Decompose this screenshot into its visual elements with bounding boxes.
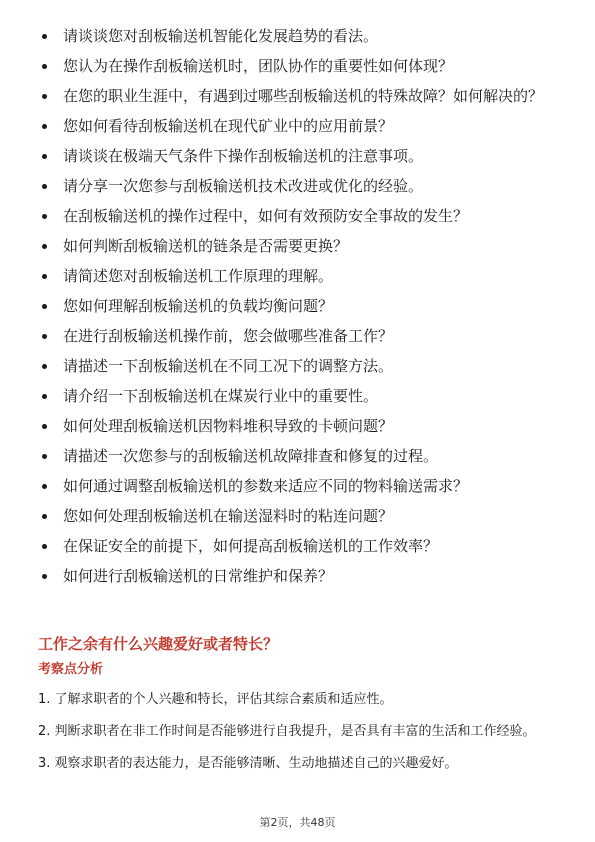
bullet-icon [42,514,47,519]
question-text: 请介绍一下刮板输送机在煤炭行业中的重要性。 [63,387,379,405]
question-text: 您如何理解刮板输送机的负载均衡问题？ [63,297,334,315]
analysis-point: 1. 了解求职者的个人兴趣和特长，评估其综合素质和适应性。 [38,692,393,707]
question-item [38,206,558,226]
question-item [38,56,558,76]
bullet-icon [42,304,47,309]
question-item [38,386,558,406]
bullet-icon [42,184,47,189]
question-item [38,26,558,46]
question-text: 如何通过调整刮板输送机的参数来适应不同的物料输送需求？ [63,477,469,495]
analysis-points [38,688,558,784]
question-item [38,176,558,196]
question-item [38,506,558,526]
bullet-icon [42,334,47,339]
bullet-icon [42,574,47,579]
question-item [38,566,558,586]
bullet-icon [42,364,47,369]
question-text: 您如何看待刮板输送机在现代矿业中的应用前景？ [63,117,394,135]
question-text: 请简述您对刮板输送机工作原理的理解。 [63,267,334,285]
bullet-icon [42,544,47,549]
bullet-icon [42,124,47,129]
question-text: 请谈谈在极端天气条件下操作刮板输送机的注意事项。 [63,147,424,165]
question-item [38,266,558,286]
bullet-icon [42,484,47,489]
question-text: 请描述一下刮板输送机在不同工况下的调整方法。 [63,357,394,375]
question-item [38,116,558,136]
question-list [38,26,558,596]
question-item [38,296,558,316]
question-text: 在进行刮板输送机操作前，您会做哪些准备工作？ [63,327,394,345]
question-text: 请谈谈您对刮板输送机智能化发展趋势的看法。 [63,27,379,45]
bullet-icon [42,154,47,159]
analysis-point: 3. 观察求职者的表达能力，是否能够清晰、生动地描述自己的兴趣爱好。 [38,756,458,771]
bullet-icon [42,454,47,459]
bullet-icon [42,214,47,219]
question-item [38,356,558,376]
bullet-icon [42,94,47,99]
analysis-title: 考察点分析 [38,662,104,677]
page-footer: 第2页，共48页 [259,816,336,829]
bullet-icon [42,64,47,69]
bullet-icon [42,274,47,279]
question-item [38,446,558,466]
question-text: 在刮板输送机的操作过程中，如何有效预防安全事故的发生？ [63,207,469,225]
question-text: 您如何处理刮板输送机在输送湿料时的粘连问题？ [63,507,394,525]
question-text: 在保证安全的前提下，如何提高刮板输送机的工作效率？ [63,537,439,555]
bullet-icon [42,244,47,249]
question-item [38,476,558,496]
question-item [38,326,558,346]
question-text: 请分享一次您参与刮板输送机技术改进或优化的经验。 [63,177,424,195]
question-item [38,416,558,436]
question-item [38,86,558,106]
bullet-icon [42,34,47,39]
question-item [38,536,558,556]
question-item [38,236,558,256]
bullet-icon [42,394,47,399]
section-question: 工作之余有什么兴趣爱好或者特长？ [38,635,279,653]
bullet-icon [42,424,47,429]
analysis-point: 2. 判断求职者在非工作时间是否能够进行自我提升，是否具有丰富的生活和工作经验。 [38,724,536,739]
question-item [38,146,558,166]
question-text: 您认为在操作刮板输送机时，团队协作的重要性如何体现？ [63,57,454,75]
question-text: 在您的职业生涯中，有遇到过哪些刮板输送机的特殊故障？如何解决的？ [63,87,544,105]
question-text: 如何判断刮板输送机的链条是否需要更换？ [63,237,349,255]
question-text: 如何进行刮板输送机的日常维护和保养？ [63,567,334,585]
question-text: 请描述一次您参与的刮板输送机故障排查和修复的过程。 [63,447,439,465]
question-text: 如何处理刮板输送机因物料堆积导致的卡顿问题？ [63,417,394,435]
